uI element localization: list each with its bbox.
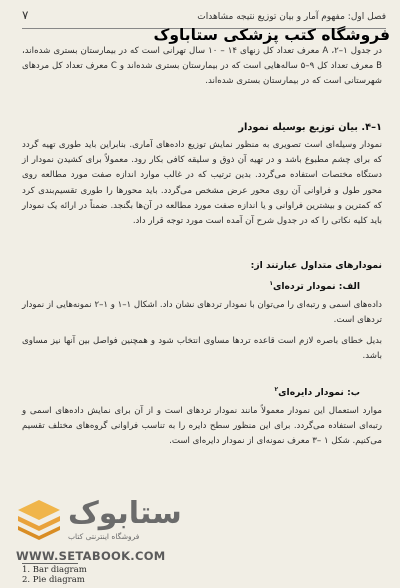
- logo-wordmark: ستابوک: [68, 496, 182, 531]
- paragraph-bar-diagram: داده‌های اسمی و رتبه‌ای را می‌توان با نمودار تردهای نشان داد. اشکال ۱–۱ و ۱–۲ نمونه‌هایی از نمودار تردهای است.: [22, 300, 383, 326]
- store-url: WWW.SETABOOK.COM: [16, 549, 166, 563]
- bar-diagram-title: الف: نمودار ترده‌ای: [272, 281, 360, 293]
- bar-diagram-heading: [269, 280, 360, 292]
- book-stack-icon: [14, 496, 64, 540]
- footnote-ref-1: ۱: [269, 280, 273, 287]
- footnote-1: 1. Bar diagram: [22, 565, 87, 575]
- setabook-logo: [14, 496, 184, 544]
- footnote-ref-2: ۲: [274, 386, 279, 393]
- paragraph-pie-diagram: موارد استعمال این نمودار معمولاً مانند نمودار تردهای است و از آن برای نمایش داده‌های اسمی و رتبه‌ای استفاده می‌گردد. برای این منظور سطح دایره را به تناسب فراوانی گروه‌های مختلف تقسیم می‌کنیم. شکل ۱ –۳ معرف نمونه‌ای از نمودار دایره‌ای است.: [22, 406, 382, 447]
- store-watermark: فروشگاه کتب پزشکی ستاباوک: [153, 26, 390, 44]
- paragraph-diagram-intro: نمودار وسیله‌ای است تصویری به منظور نمایش توزیع داده‌های آماری. بنابراین باید طوری تهیه گردد که برای چشم مطبوع باشد و در تهیه آن ذوق و سلیقه کافی بکار رود. معمولاً برای کشیدن نمودار از دستگاه مختصات استفاده می‌گردد. بدین ترتیب که در غالب موارد اندازه صفت مورد مطالعه روی محور طول و فراوانی آن روی محور عرض مشخص می‌گردد. باید محورها را طوری تقسیم‌بندی کرد که کمترین و بیشترین فراوانی و یا اندازه صفت مورد مطالعه در آن‌ها بگنجد. ضمناً در ارائه یک نمودار باید کلیه نکاتی را که در جدول شرح آن آمده است مورد توجه قرار داد.: [22, 140, 382, 227]
- paragraph-bar-note: بدیل خطای باصره لازم است قاعده تردها مساوی انتخاب شود و همچنین فواصل بین آنها نیز مساوی باشد.: [22, 336, 382, 362]
- pie-diagram-heading: [274, 386, 360, 398]
- page-number: ۷: [22, 8, 29, 22]
- diagram-types-heading: نمودارهای متداول عبارتند از:: [250, 260, 382, 271]
- section-heading: ۱–۴. بیان توزیع بوسیله نمودار: [238, 122, 382, 133]
- footnotes: [22, 566, 87, 585]
- footnote-divider: [22, 563, 78, 564]
- logo-tagline: فروشگاه اینترنتی کتاب: [68, 532, 140, 541]
- pie-diagram-title: ب: نمودار دایره‌ای: [278, 387, 360, 399]
- footnote-2: 2. Pie diagram: [22, 574, 85, 585]
- chapter-title: فصل اول: مفهوم آمار و بیان توزیع نتیجه مشاهدات: [197, 12, 386, 22]
- paragraph-table-note: در جدول ۱–۲، A معرف تعداد کل زنهای ۱۴ – ۱۰ سال تهرانی است که در بیمارستان بستری شده‌اند، B معرف تعداد کل ۹–۵ ساله‌هایی است که در بیمارستان بستری شده‌اند و C معرف تعداد کل مردهای شهرستانی است که در بیمارستان بستری شده‌اند.: [22, 46, 382, 87]
